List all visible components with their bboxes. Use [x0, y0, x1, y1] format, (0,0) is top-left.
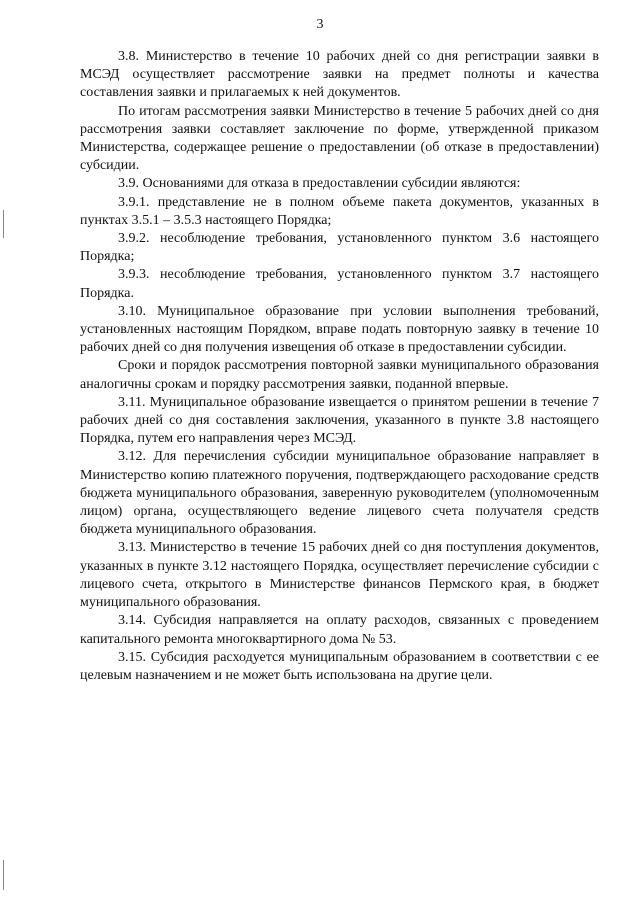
paragraph-3-9-1: 3.9.1. представление не в полном объеме пакета документов, указанных в пунктах 3.5.1 – 3.5.3 настоящего Порядка;: [80, 194, 599, 228]
paragraph-3-10: 3.10. Муниципальное образование при условии выполнения требований, установленных настоящим Порядком, вправе подать повторную заявку в течение 10 рабочих дней со дня получения извещения об отказе в предоставлении субсидии.: [80, 303, 599, 356]
paragraph-3-9-2: 3.9.2. несоблюдение требования, установленного пунктом 3.6 настоящего Порядка;: [80, 231, 599, 265]
paragraph-3-11: 3.11. Муниципальное образование извещается о принятом решении в течение 7 рабочих дней со дня составления заключения, указанного в пункте 3.8 настоящего Порядка, путем его направления через МСЭД.: [80, 394, 599, 447]
scan-margin-mark: [3, 210, 4, 238]
paragraph-3-12: 3.12. Для перечисления субсидии муниципальное образование направляет в Министерство копию платежного поручения, подтверждающего расходование средств бюджета муниципального образования, заверенную руководителем (уполномоченным лицом) органа, осуществляющего ведение лицевого счета получателя средств бюджета муниципального образования.: [80, 449, 599, 538]
paragraph-3-15: 3.15. Субсидия расходуется муниципальным образованием в соответствии с ее целевым назначением и не может быть использована на другие цели.: [80, 649, 599, 683]
paragraph-3-10-terms: Сроки и порядок рассмотрения повторной заявки муниципального образования аналогичны срокам и порядку рассмотрения заявки, поданной впервые.: [80, 358, 599, 392]
scan-margin-mark: [3, 860, 4, 890]
document-body: [80, 48, 599, 685]
paragraph-3-8-conclusion: По итогам рассмотрения заявки Министерство в течение 5 рабочих дней со дня рассмотрения заявки составляет заключение по форме, утвержденной приказом Министерства, содержащее решение о предоставлении (об отказе в предоставлении) субсидии.: [80, 103, 599, 174]
paragraph-3-13: 3.13. Министерство в течение 15 рабочих дней со дня поступления документов, указанных в пункте 3.12 настоящего Порядка, осуществляет перечисление субсидии с лицевого счета, открытого в Министерстве финансов Пермского края, в бюджет муниципального образования.: [80, 540, 599, 611]
paragraph-3-8: 3.8. Министерство в течение 10 рабочих дней со дня регистрации заявки в МСЭД осуществляет рассмотрение заявки на предмет полноты и качества составления заявки и прилагаемых к ней документов.: [80, 49, 599, 101]
paragraph-3-14: 3.14. Субсидия направляется на оплату расходов, связанных с проведением капитального ремонта многоквартирного дома № 53.: [80, 613, 599, 647]
paragraph-3-9: 3.9. Основаниями для отказа в предоставлении субсидии являются:: [118, 176, 521, 192]
page-number: 3: [316, 17, 324, 32]
paragraph-3-9-3: 3.9.3. несоблюдение требования, установленного пунктом 3.7 настоящего Порядка.: [80, 267, 599, 301]
